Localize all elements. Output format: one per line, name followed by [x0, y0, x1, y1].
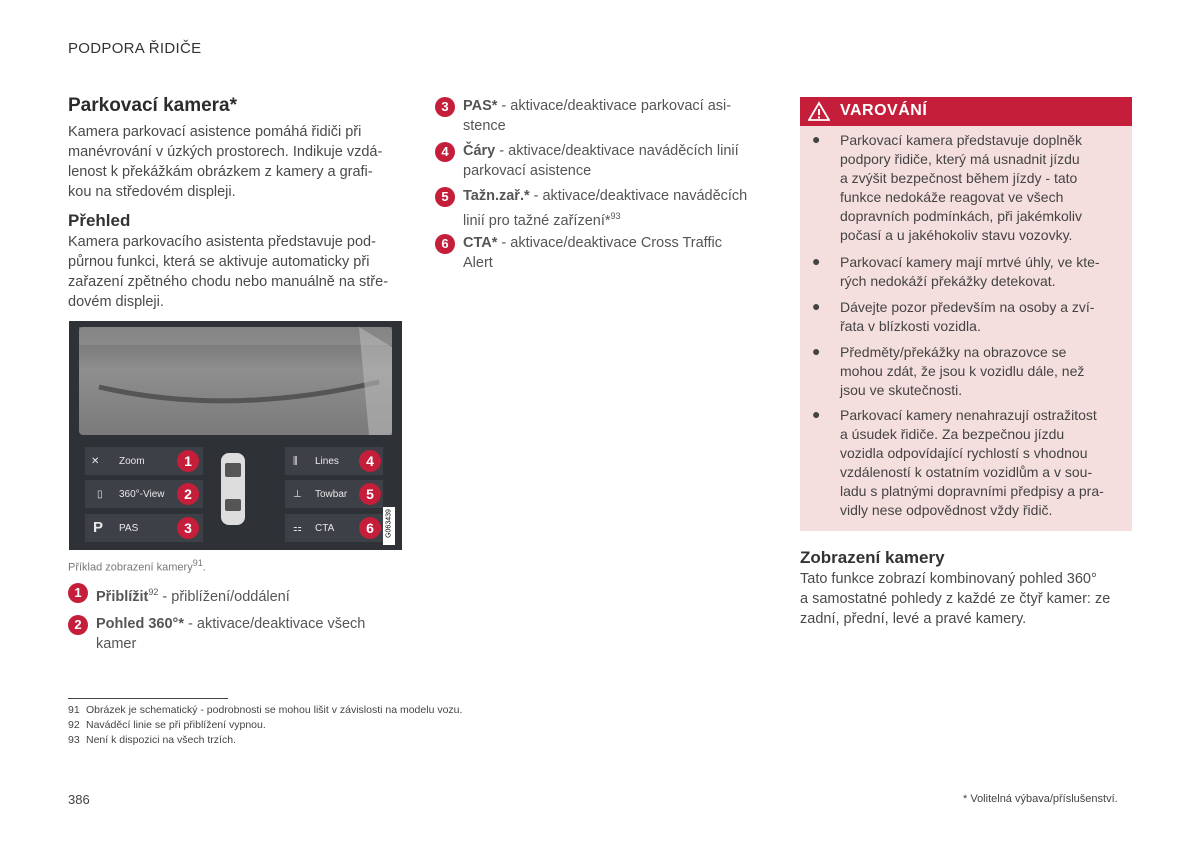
towbar-label: Towbar — [315, 489, 348, 500]
view-360-button[interactable] — [85, 480, 203, 508]
warning-item: Dávejte pozor především na osoby a zví- řata v blízkosti vozidla. — [840, 299, 1095, 334]
bullet-dot: ● — [812, 298, 821, 314]
callout-number: 2 — [68, 615, 88, 635]
zoom-icon: ✕ — [91, 456, 100, 467]
warning-triangle-icon — [808, 101, 830, 121]
list-item: 1 Přiblížit$^{92}$ - přiblížení/oddálení — [68, 582, 408, 604]
callout-number: 6 — [435, 234, 455, 254]
bullet-dot: ● — [812, 406, 821, 422]
list-item: 6 CTA* - aktivace/deaktivace Cross Traffic Alert — [435, 233, 765, 273]
car-top-view-icon — [215, 451, 251, 527]
callout-number: 5 — [435, 187, 455, 207]
towbar-icon: ⊥ — [293, 489, 302, 500]
zoom-label: Zoom — [119, 456, 145, 467]
list-item: 2 Pohled 360°* - aktivace/deaktivace všech kamer — [68, 614, 408, 654]
footnote: 92 Naváděcí linie se při přiblížení vypnou. — [68, 719, 266, 731]
lines-label: Lines — [315, 456, 339, 467]
camera-360-icon: ▯ — [97, 489, 103, 500]
callout-2: 2 — [177, 483, 199, 505]
list-item: 5 Tažn.zař.* - aktivace/deaktivace naváděcích linií pro tažné zařízení*$^{93}$ — [435, 186, 765, 226]
intro-text: Kamera parkovací asistence pomáhá řidiči při manévrování v úzkých prostorech. Indikuje vzdá- lenost k překážkám obrázkem z kamery a grafi- kou na středovém displeji. — [68, 124, 383, 200]
cta-label: CTA — [315, 523, 335, 534]
cta-button[interactable] — [285, 514, 383, 542]
callout-3: 3 — [177, 517, 199, 539]
pas-icon: P — [93, 519, 104, 536]
callout-1: 1 — [177, 450, 199, 472]
image-code: G063439 — [385, 509, 393, 538]
footer-note: * Volitelná výbava/příslušenství. — [963, 793, 1118, 805]
bullet-dot: ● — [812, 343, 821, 359]
figure-caption: Příklad zobrazení kamery$^{91}$. — [68, 558, 206, 574]
callout-4: 4 — [359, 450, 381, 472]
footnote: 93 Není k dispozici na všech trzích. — [68, 734, 236, 746]
callout-number: 3 — [435, 97, 455, 117]
callout-6: 6 — [359, 517, 381, 539]
view-360-label: 360°-View — [119, 489, 165, 500]
footnote-divider — [68, 698, 228, 699]
cta-icon: ⚏ — [293, 523, 302, 534]
page-number: 386 — [68, 792, 90, 807]
bullet-dot: ● — [812, 131, 821, 147]
callout-number: 1 — [68, 583, 88, 603]
list-item: 4 Čáry - aktivace/deaktivace naváděcích linií parkovací asistence — [435, 141, 765, 181]
camera-screen-illustration — [69, 321, 402, 550]
callout-number: 4 — [435, 142, 455, 162]
term: Pohled 360°* — [96, 616, 184, 632]
camera-view-title: Zobrazení kamery — [800, 548, 945, 567]
pas-button[interactable] — [85, 514, 203, 542]
callout-5: 5 — [359, 483, 381, 505]
warning-item: Parkovací kamera představuje doplněk podpory řidiče, který má usnadnit jízdu a zvýšit bezpečnost během jízdy - tato funkce nedokáže reagovat ve všech dopravních podmínkách, při jakémkoliv počasí a u jakéhokoliv stavu vozovky. — [840, 132, 1083, 243]
warning-item: Parkovací kamery mají mrtvé úhly, ve kte- rých nedokáží překážky detekovat. — [840, 254, 1100, 289]
term: Přiblížit — [96, 588, 149, 605]
warning-header — [800, 97, 1132, 126]
towbar-button[interactable] — [285, 480, 383, 508]
lines-button[interactable] — [285, 447, 383, 475]
camera-view-image — [79, 327, 392, 435]
lines-icon: ⫼ — [293, 456, 298, 467]
section-title: Parkovací kamera* — [68, 95, 238, 116]
pas-label: PAS — [119, 523, 139, 534]
overview-text: Kamera parkovacího asistenta představuje pod- půrnou funkci, která se aktivuje automaticky při zařazení zpětného chodu nebo manuálně na stře- dovém displeji. — [68, 234, 389, 310]
warning-item: Předměty/překážky na obrazovce se mohou zdát, že jsou k vozidlu dále, než jsou ve skutečnosti. — [840, 344, 1085, 398]
zoom-button[interactable] — [85, 447, 203, 475]
overview-title: Přehled — [68, 211, 131, 230]
warning-item: Parkovací kamery nenahrazují ostražitost a úsudek řidiče. Za bezpečnou jízdu vozidla odpovídající rychlostí s vhodnou vzdáleností k ostatním vozidlům a v sou- ladu s platnými dopravními předpisy a pra- vidly nese odpovědnost vždy řidič. — [840, 407, 1104, 518]
warning-title: VAROVÁNÍ — [840, 102, 928, 119]
bullet-dot: ● — [812, 253, 821, 269]
footnote: 91 Obrázek je schematický - podrobnosti se mohou lišit v závislosti na modelu vozu. — [68, 704, 463, 716]
camera-view-text: Tato funkce zobrazí kombinovaný pohled 360° a samostatné pohledy z každé ze čtyř kamer: ze zadní, přední, levé a pravé kamery. — [800, 571, 1111, 627]
list-item: 3 PAS* - aktivace/deaktivace parkovací asi- stence — [435, 96, 765, 136]
page-header: PODPORA ŘIDIČE — [68, 40, 202, 57]
